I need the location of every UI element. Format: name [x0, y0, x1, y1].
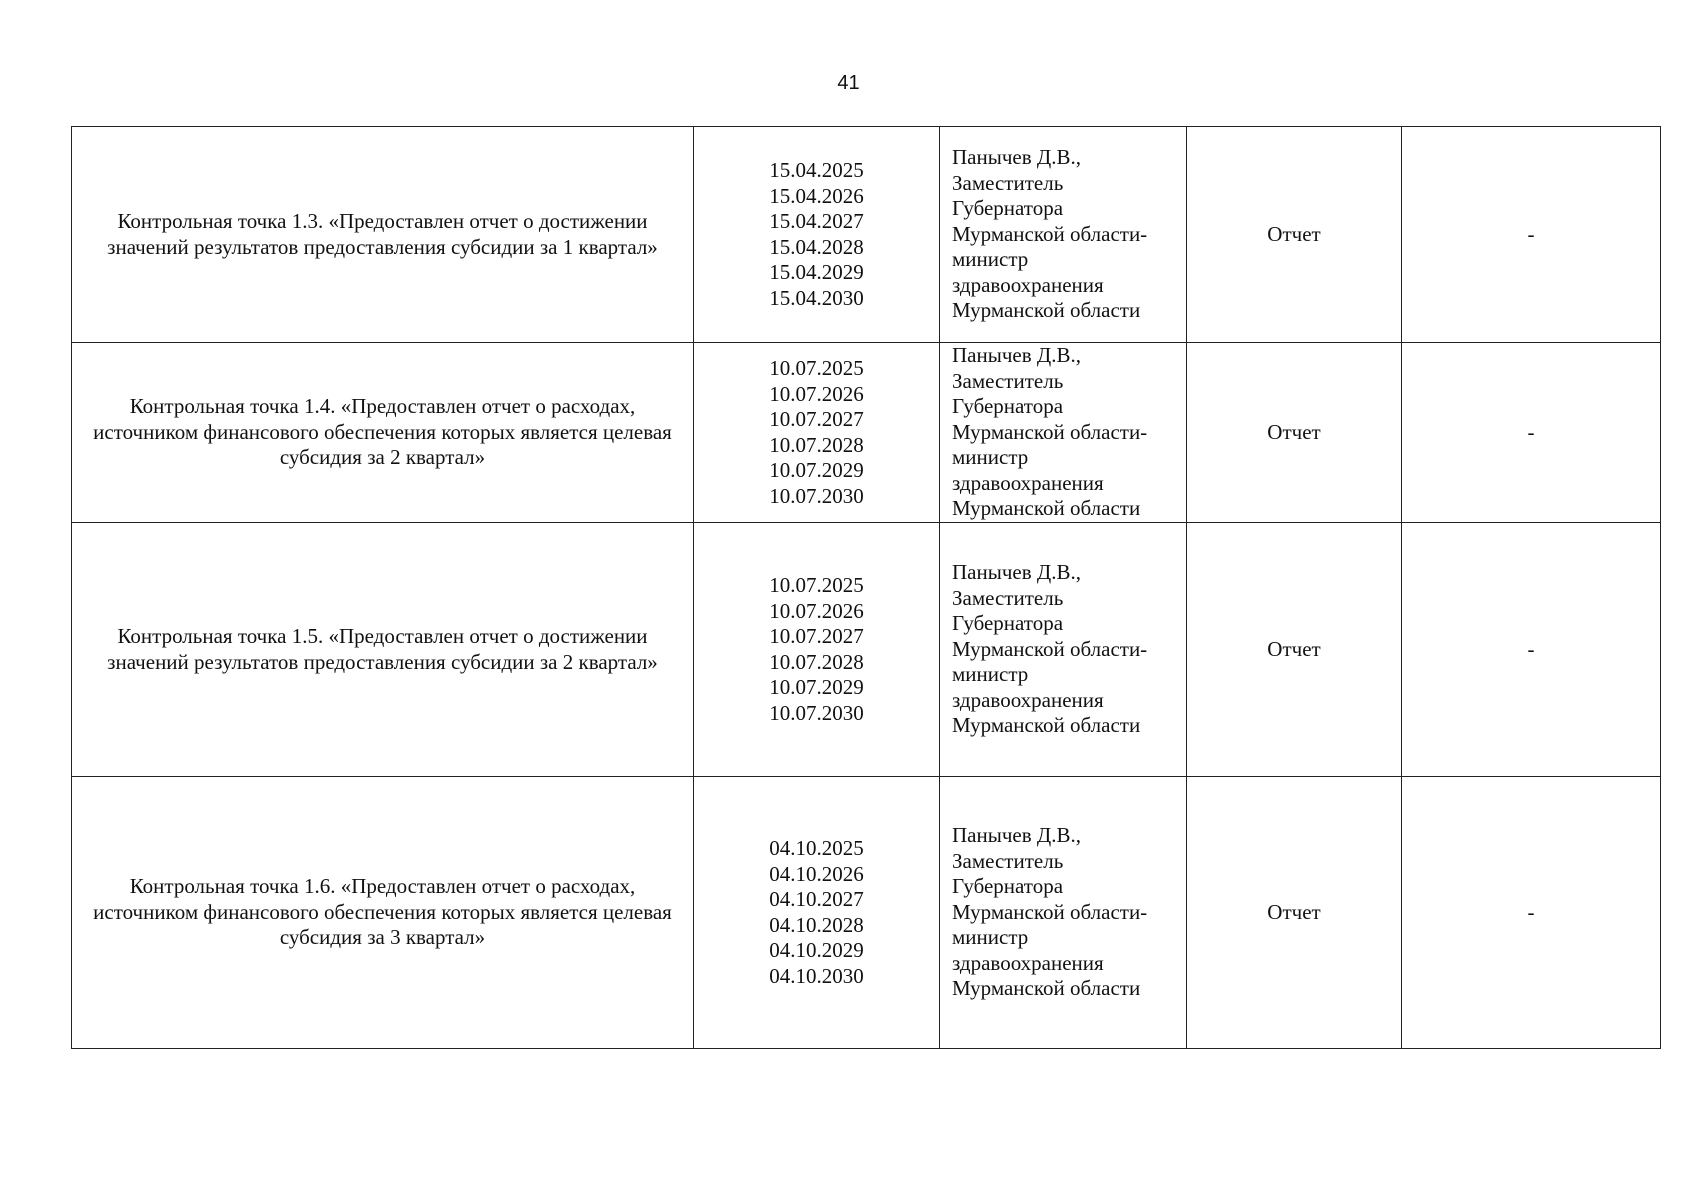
control-point-cell: Контрольная точка 1.5. «Предоставлен отчет о достижении значений результатов предоставления субсидии за 2 квартал» — [72, 523, 694, 777]
control-point-cell: Контрольная точка 1.4. «Предоставлен отчет о расходах, источником финансового обеспечения которых является целевая субсидия за 2 квартал» — [72, 343, 694, 523]
date-value: 10.07.2029 — [769, 675, 864, 699]
responsible-line: Панычев Д.В., — [952, 560, 1081, 585]
responsible-line: здравоохранения — [952, 470, 1104, 495]
responsible-line: министр — [952, 662, 1029, 687]
dates-cell — [694, 777, 940, 1049]
date-value: 15.04.2028 — [769, 234, 864, 259]
table-row — [72, 343, 1661, 523]
responsible-line: Губернатора — [952, 611, 1064, 636]
date-value: 04.10.2025 — [769, 836, 864, 860]
date-value: 10.07.2025 — [769, 573, 864, 597]
date-value: 04.10.2029 — [769, 938, 864, 962]
responsible-line: Заместитель — [952, 848, 1064, 873]
date-value: 04.10.2026 — [769, 861, 864, 886]
responsible-cell — [940, 777, 1187, 1049]
responsible-line: Мурманской области — [952, 496, 1141, 521]
responsible-line: министр — [952, 445, 1029, 470]
document-type-cell: Отчет — [1187, 523, 1402, 777]
responsible-line: Заместитель — [952, 170, 1064, 195]
date-value: 10.07.2030 — [769, 700, 864, 725]
date-value: 10.07.2030 — [769, 483, 864, 508]
note-cell: - — [1402, 127, 1661, 343]
responsible-line: Заместитель — [952, 585, 1064, 610]
responsible-cell — [940, 343, 1187, 523]
date-value: 15.04.2029 — [769, 260, 864, 284]
responsible-line: Мурманской области- — [952, 636, 1148, 661]
responsible-cell — [940, 523, 1187, 777]
responsible-line: Заместитель — [952, 368, 1064, 393]
note-cell: - — [1402, 343, 1661, 523]
responsible-line: Мурманской области — [952, 976, 1141, 1001]
control-points-table — [71, 126, 1661, 1049]
note-cell: - — [1402, 777, 1661, 1049]
dates-cell — [694, 127, 940, 343]
responsible-line: Мурманской области- — [952, 221, 1148, 246]
responsible-line: Мурманской области- — [952, 419, 1148, 444]
date-value: 04.10.2027 — [769, 887, 864, 911]
responsible-line: Губернатора — [952, 394, 1064, 419]
responsible-line: министр — [952, 925, 1029, 950]
responsible-cell — [940, 127, 1187, 343]
responsible-line: Мурманской области — [952, 713, 1141, 738]
responsible-line: здравоохранения — [952, 950, 1104, 975]
date-value: 04.10.2028 — [769, 912, 864, 937]
document-type-cell: Отчет — [1187, 343, 1402, 523]
page-number: 41 — [837, 72, 860, 94]
date-value: 15.04.2025 — [769, 158, 864, 182]
responsible-line: Панычев Д.В., — [952, 145, 1081, 170]
responsible-line: министр — [952, 247, 1029, 272]
date-value: 10.07.2026 — [769, 381, 864, 406]
date-value: 10.07.2027 — [769, 624, 864, 648]
date-value: 10.07.2029 — [769, 458, 864, 482]
table-row — [72, 777, 1661, 1049]
dates-cell — [694, 343, 940, 523]
date-value: 15.04.2030 — [769, 285, 864, 310]
control-point-cell: Контрольная точка 1.6. «Предоставлен отчет о расходах, источником финансового обеспечения которых является целевая субсидия за 3 квартал» — [72, 777, 694, 1049]
date-value: 04.10.2030 — [769, 963, 864, 988]
responsible-line: Мурманской области- — [952, 899, 1148, 924]
responsible-line: Губернатора — [952, 196, 1064, 221]
table-row — [72, 127, 1661, 343]
responsible-line: Губернатора — [952, 874, 1064, 899]
date-value: 15.04.2027 — [769, 209, 864, 233]
date-value: 10.07.2026 — [769, 598, 864, 623]
date-value: 10.07.2027 — [769, 407, 864, 431]
date-value: 10.07.2025 — [769, 356, 864, 380]
date-value: 10.07.2028 — [769, 649, 864, 674]
note-cell: - — [1402, 523, 1661, 777]
control-point-cell: Контрольная точка 1.3. «Предоставлен отчет о достижении значений результатов предоставления субсидии за 1 квартал» — [72, 127, 694, 343]
responsible-line: Панычев Д.В., — [952, 343, 1081, 368]
document-type-cell: Отчет — [1187, 777, 1402, 1049]
document-type-cell: Отчет — [1187, 127, 1402, 343]
dates-cell — [694, 523, 940, 777]
date-value: 15.04.2026 — [769, 183, 864, 208]
date-value: 10.07.2028 — [769, 432, 864, 457]
responsible-line: Панычев Д.В., — [952, 823, 1081, 848]
responsible-line: здравоохранения — [952, 272, 1104, 297]
responsible-line: здравоохранения — [952, 687, 1104, 712]
table-row — [72, 523, 1661, 777]
responsible-line: Мурманской области — [952, 298, 1141, 323]
